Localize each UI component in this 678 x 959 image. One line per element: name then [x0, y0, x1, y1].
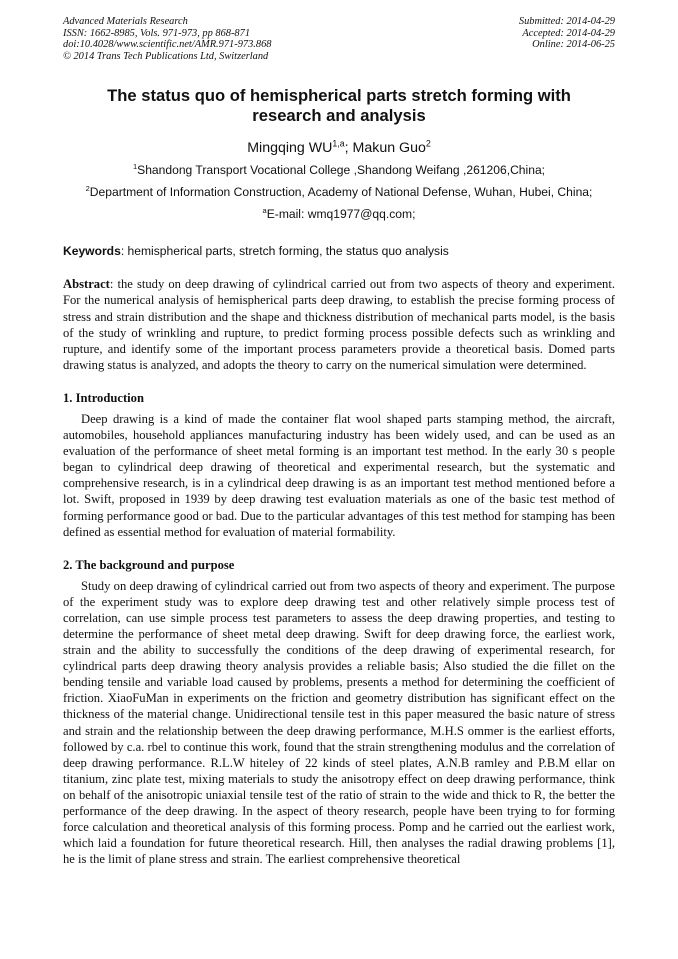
paper-title: The status quo of hemispherical parts stretch forming with research and analysis: [107, 86, 571, 126]
affiliation-2: [63, 185, 615, 200]
journal-name: Advanced Materials Research: [63, 16, 188, 27]
author-name: Mingqing WU: [247, 140, 333, 157]
online-date: Online: 2014-06-25: [532, 39, 615, 51]
author-separator: ;: [344, 140, 353, 157]
keywords-text: : hemispherical parts, stretch forming, the status quo analysis: [120, 244, 449, 259]
affiliation-marker: 1: [132, 162, 138, 172]
journal-header: [63, 16, 615, 62]
section-heading-introduction: 1. Introduction: [63, 390, 144, 405]
affiliation-text: Shandong Transport Vocational College ,Shandong Weifang ,261206,China;: [137, 163, 546, 178]
affiliation-1: [63, 163, 615, 178]
email-text[interactable]: E-mail: wmq1977@qq.com;: [266, 207, 416, 222]
journal-info: [63, 16, 271, 62]
abstract-label: Abstract: [63, 277, 110, 292]
submitted-date: Submitted: 2014-04-29: [518, 16, 615, 27]
journal-doi[interactable]: doi:10.4028/www.scientific.net/AMR.971-973.868: [63, 39, 272, 51]
journal-copyright: © 2014 Trans Tech Publications Ltd, Switzerland: [63, 50, 269, 62]
accepted-date: Accepted: 2014-04-29: [522, 27, 615, 39]
author-email: [63, 207, 615, 222]
section-body-background: Study on deep drawing of cylindrical carried out from two aspects of theory and experiment. The purpose of the experiment study was to explore deep drawing test and other relatively simple process test of correlation, can use simple process test parameters to assess the deep drawing properties, and testing to determine the performance of sheet metal deep drawing. Swift for deep drawing force, the earliest work, strain and the ability to successfully the conditions of the deep drawing of experimental research, for cylindrical parts deep drawing theory analysis provides a reliable basis; Also studied the die fillet on the bending tensile and variable load caused by problems, presents a method for determining the coefficient of friction. XiaoFuMan in experiments on the friction and geometry distribution has significant effect on the thickness of the material change. Unidirectional tensile test in this paper measured the basic nature of stress and strain and the relationship between the deep drawing performance, M.H.S ommer is the earliest efforts, followed by c.a. rbel to continue this work, found that the strain strengthening modulus and the correlation of deep drawing performance. R.L.W hiteley of 22 kinds of steel plates, A.N.B ramley and P.B.M ellar on titanium, zinc plate test, mixing materials to study the anisotropy effect on deep drawing performance, think on behalf of the anisotropic uniaxial tensile test of the ratio of strain to the wide and thick to R, the better the performance of the deep drawing. In the aspect of theory research, people have been trying to for forming force calculation and theoretical analysis of this forming process. Pomp and he carried out the earliest work, which laid a foundation for future theoretical research. Hill, then analyses the radial drawing problems [1], he is the limit of plane stress and strain. The earliest comprehensive theoretical: [63, 578, 615, 867]
publication-dates: [519, 16, 615, 62]
section-body-introduction: Deep drawing is a kind of made the container flat wool shaped parts stamping method, the aircraft, automobiles, household appliances manufacturing industry has been widely used, and can be used as an evaluation of the performance of sheet metal forming is an important test method. In the early 30 s people began to cylindrical deep drawing of theoretical and experimental research, but the systematic and comprehensive research, is in a cylindrical deep drawing is as an important test method mentioned before a lot. Swift, proposed in 1939 by deep drawing test evaluation materials as one of the basic test method of forming performance good or bad. Due to the particular advantages of this test method for stamping has been defined as essential method for evaluation of material formability.: [63, 411, 615, 539]
author-superscript: 2: [425, 138, 431, 149]
keywords: [63, 244, 615, 258]
affiliation-marker: 2: [85, 184, 90, 194]
journal-issn: ISSN: 1662-8985, Vols. 971-973, pp 868-871: [63, 27, 251, 39]
author-line: [63, 140, 615, 156]
keywords-label: Keywords: [63, 244, 121, 259]
affiliation-text: Department of Information Construction, Academy of National Defense, Wuhan, Hubei, China;: [89, 185, 593, 200]
section-heading-background: 2. The background and purpose: [63, 557, 235, 572]
affiliation-marker: a: [262, 206, 267, 216]
abstract-text: : the study on deep drawing of cylindrical carried out from two aspects of theory and experiment. For the numerical analysis of hemispherical parts deep drawing, to establish the precise forming process of stress and strain distribution and the shape and thickness distribution of mechanical parts model, is the basis of the study of wrinkling and rupture, to predict forming process possible defects such as wrinkling and rupture, and identify some of the important process parameters provide a theoretical basis. Domed parts drawing status is analyzed, and adopts the theory to carry on the numerical simulation were determined.: [63, 277, 615, 372]
abstract: [63, 276, 615, 373]
author-superscript: 1,a: [332, 138, 345, 149]
author-name: Makun Guo: [352, 140, 426, 157]
